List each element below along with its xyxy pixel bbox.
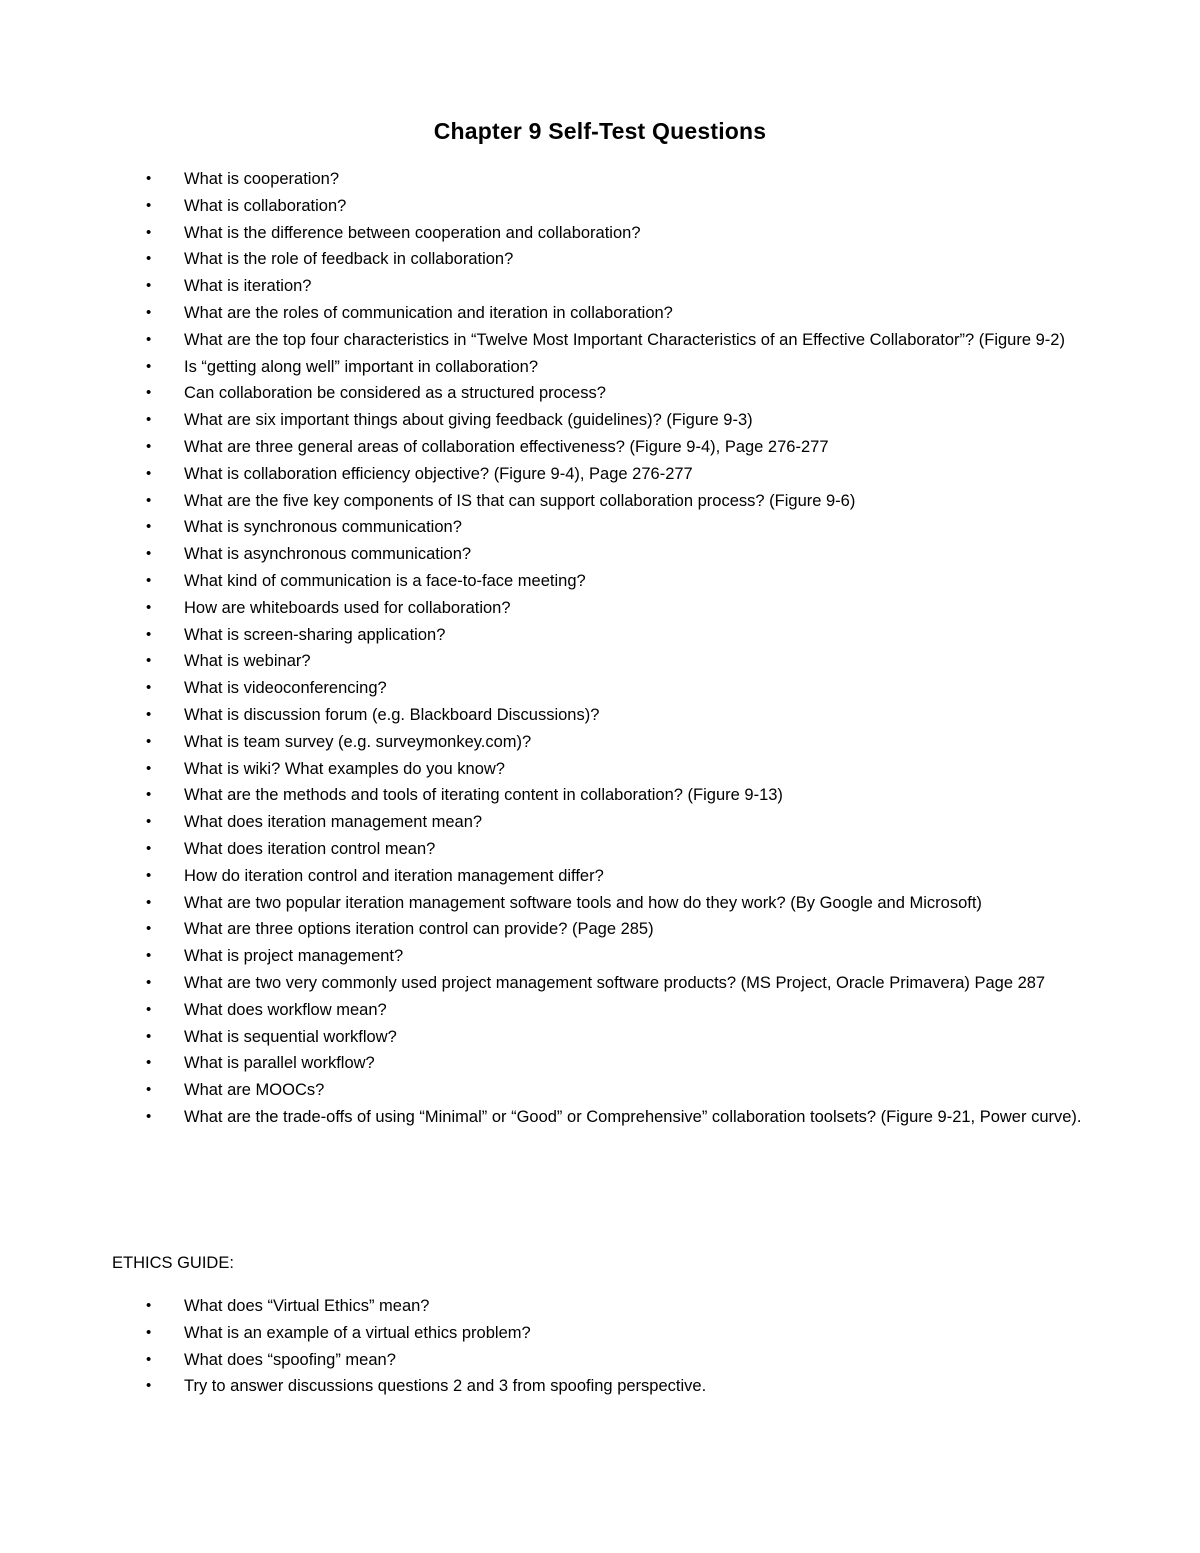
- list-item-text: What does iteration control mean?: [184, 839, 436, 858]
- bullet-icon: •: [146, 1054, 152, 1072]
- bullet-icon: •: [146, 679, 152, 697]
- bullet-icon: •: [146, 1027, 152, 1045]
- list-item-text: What does iteration management mean?: [184, 813, 483, 832]
- bullet-icon: •: [146, 303, 152, 321]
- list-item-text: What is iteration?: [184, 277, 312, 296]
- bullet-icon: •: [146, 652, 152, 670]
- list-item-text: Is “getting along well” important in collaboration?: [184, 357, 539, 376]
- list-item: [112, 327, 1102, 354]
- questions-list: [112, 166, 1102, 1131]
- list-item: [112, 461, 1102, 488]
- list-item: [112, 354, 1102, 381]
- list-item: [112, 1373, 1102, 1400]
- list-item-text: What are three options iteration control can provide? (Page 285): [184, 920, 654, 939]
- list-item: [112, 622, 1102, 649]
- list-item-text: What does “spoofing” mean?: [184, 1350, 396, 1369]
- bullet-icon: •: [146, 1297, 152, 1314]
- bullet-icon: •: [146, 223, 152, 241]
- list-item-text: What is team survey (e.g. surveymonkey.com)?: [184, 732, 532, 751]
- bullet-icon: •: [146, 598, 152, 616]
- bullet-icon: •: [146, 947, 152, 965]
- list-item-text: What are six important things about giving feedback (guidelines)? (Figure 9-3): [184, 411, 753, 430]
- list-item: [112, 890, 1102, 917]
- list-item-text: What is videoconferencing?: [184, 679, 387, 698]
- list-item: [112, 675, 1102, 702]
- list-item: [112, 943, 1102, 970]
- list-item: [112, 407, 1102, 434]
- list-item-text: What is collaboration?: [184, 196, 347, 215]
- list-item-text: What does workflow mean?: [184, 1000, 387, 1019]
- list-item: [112, 166, 1102, 193]
- list-item: [112, 595, 1102, 622]
- bullet-icon: •: [146, 357, 152, 375]
- bullet-icon: •: [146, 625, 152, 643]
- bullet-icon: •: [146, 437, 152, 455]
- bullet-icon: •: [146, 1000, 152, 1018]
- list-item: [112, 970, 1102, 997]
- list-item: [112, 193, 1102, 220]
- list-item-text: What is screen-sharing application?: [184, 625, 446, 644]
- list-item-text: What are the methods and tools of iterating content in collaboration? (Figure 9-13): [184, 786, 783, 805]
- list-item-text: What is synchronous communication?: [184, 518, 462, 537]
- list-item: [112, 1293, 1102, 1320]
- list-item-text: What is webinar?: [184, 652, 311, 671]
- list-item: [112, 541, 1102, 568]
- list-item-text: What is wiki? What examples do you know?: [184, 759, 505, 778]
- bullet-icon: •: [146, 813, 152, 831]
- list-item-text: What kind of communication is a face-to-face meeting?: [184, 571, 586, 590]
- bullet-icon: •: [146, 518, 152, 536]
- list-item: [112, 300, 1102, 327]
- list-item: [112, 729, 1102, 756]
- bullet-icon: •: [146, 411, 152, 429]
- list-item-text: What is asynchronous communication?: [184, 545, 472, 564]
- bullet-icon: •: [146, 1081, 152, 1099]
- bullet-icon: •: [146, 1377, 152, 1395]
- list-item: [112, 568, 1102, 595]
- bullet-icon: •: [146, 786, 152, 804]
- list-item-text: What is parallel workflow?: [184, 1054, 375, 1073]
- bullet-icon: •: [146, 705, 152, 723]
- list-item-text: What are the five key components of IS that can support collaboration process? (Figure 9-6): [184, 491, 856, 510]
- list-item-text: What are MOOCs?: [184, 1081, 325, 1100]
- list-item: [112, 916, 1102, 943]
- list-item-text: What are two popular iteration management software tools and how do they work? (By Google and Microsoft): [184, 893, 982, 912]
- bullet-icon: •: [146, 384, 152, 402]
- list-item-text: What is the difference between cooperation and collaboration?: [184, 223, 641, 242]
- bullet-icon: •: [146, 759, 152, 777]
- list-item-text: What is project management?: [184, 947, 404, 966]
- list-item: [112, 1077, 1102, 1104]
- list-item: [112, 756, 1102, 783]
- list-item-text: What are the trade-offs of using “Minimal” or “Good” or Comprehensive” collaboration toolsets? (Figure 9-21, Power curve).: [184, 1107, 1082, 1126]
- list-item: [112, 246, 1102, 273]
- bullet-icon: •: [146, 839, 152, 857]
- list-item: [112, 1320, 1102, 1347]
- list-item: [112, 1347, 1102, 1374]
- list-item-text: What is cooperation?: [184, 170, 340, 188]
- list-item: [112, 514, 1102, 541]
- list-item-text: What is sequential workflow?: [184, 1027, 397, 1046]
- list-item: [112, 488, 1102, 515]
- list-item: [112, 434, 1102, 461]
- list-item: [112, 1024, 1102, 1051]
- page-title: Chapter 9 Self-Test Questions: [433, 118, 767, 144]
- list-item-text: Try to answer discussions questions 2 and 3 from spoofing perspective.: [184, 1377, 707, 1396]
- list-item-text: What is the role of feedback in collaboration?: [184, 250, 514, 269]
- bullet-icon: •: [146, 250, 152, 268]
- list-item: [112, 836, 1102, 863]
- bullet-icon: •: [146, 893, 152, 911]
- bullet-icon: •: [146, 277, 152, 295]
- list-item: [112, 380, 1102, 407]
- list-item: [112, 1050, 1102, 1077]
- bullet-icon: •: [146, 464, 152, 482]
- list-item: [112, 1104, 1102, 1131]
- bullet-icon: •: [146, 1107, 152, 1125]
- list-item-text: What is discussion forum (e.g. Blackboard Discussions)?: [184, 705, 600, 724]
- bullet-icon: •: [146, 1350, 152, 1368]
- ethics-questions-list: [112, 1293, 1102, 1400]
- list-item: [112, 997, 1102, 1024]
- list-item: [112, 863, 1102, 890]
- bullet-icon: •: [146, 920, 152, 938]
- list-item: [112, 648, 1102, 675]
- list-item: [112, 809, 1102, 836]
- bullet-icon: •: [146, 1323, 152, 1341]
- bullet-icon: •: [146, 545, 152, 563]
- list-item-text: Can collaboration be considered as a structured process?: [184, 384, 606, 403]
- list-item: [112, 782, 1102, 809]
- list-item: [112, 220, 1102, 247]
- bullet-icon: •: [146, 196, 152, 214]
- list-item-text: How do iteration control and iteration management differ?: [184, 866, 604, 885]
- bullet-icon: •: [146, 973, 152, 991]
- list-item: [112, 702, 1102, 729]
- bullet-icon: •: [146, 491, 152, 509]
- bullet-icon: •: [146, 571, 152, 589]
- list-item-text: What does “Virtual Ethics” mean?: [184, 1297, 430, 1315]
- list-item-text: How are whiteboards used for collaboration?: [184, 598, 511, 617]
- bullet-icon: •: [146, 330, 152, 348]
- list-item-text: What is an example of a virtual ethics problem?: [184, 1323, 531, 1342]
- bullet-icon: •: [146, 170, 152, 187]
- list-item-text: What are the roles of communication and iteration in collaboration?: [184, 303, 673, 322]
- bullet-icon: •: [146, 866, 152, 884]
- list-item-text: What is collaboration efficiency objective? (Figure 9-4), Page 276-277: [184, 464, 693, 483]
- ethics-heading: ETHICS GUIDE:: [112, 1254, 234, 1272]
- list-item: [112, 273, 1102, 300]
- list-item-text: What are the top four characteristics in “Twelve Most Important Characteristics of an Effective Collaborator”? (Figure 9-2): [184, 330, 1065, 349]
- bullet-icon: •: [146, 732, 152, 750]
- list-item-text: What are two very commonly used project management software products? (MS Project, Oracle Primavera) Page 287: [184, 973, 1046, 992]
- list-item-text: What are three general areas of collaboration effectiveness? (Figure 9-4), Page 276-277: [184, 437, 829, 456]
